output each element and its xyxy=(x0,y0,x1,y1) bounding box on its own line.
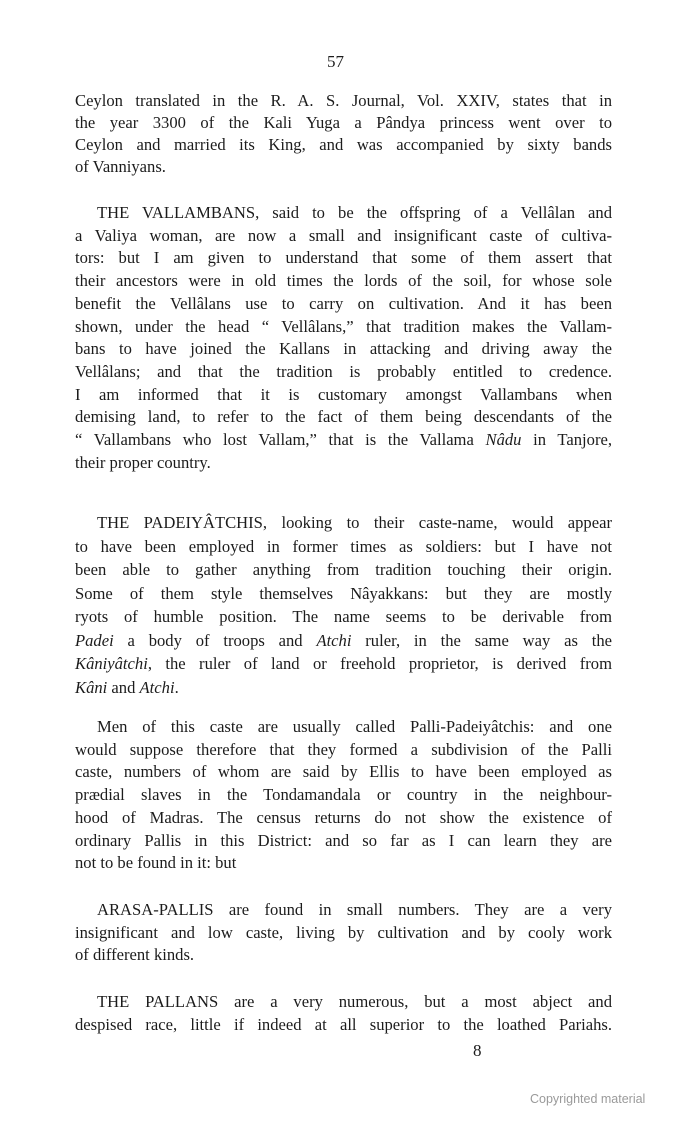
text-line xyxy=(75,1014,612,1036)
text-line xyxy=(75,90,612,112)
text-line xyxy=(75,384,612,406)
text-run: shown, under the head “ Vellâlans,” that tradition makes the Vallam- xyxy=(75,316,612,336)
text-run: , the ruler of land or freehold proprietor, is derived from xyxy=(147,654,612,673)
text-line xyxy=(75,225,612,247)
text-run: ruler, in the same way as the xyxy=(351,630,612,650)
text-run: in Tanjore, xyxy=(521,430,612,449)
italic-term: Kâni xyxy=(75,677,108,697)
text-line xyxy=(75,406,612,428)
italic-term: Nâdu xyxy=(485,430,522,449)
text-run: hood of Madras. The census returns do not show the existence of xyxy=(75,807,612,827)
text-run: bans to have joined the Kallans in attacking and driving away the xyxy=(75,339,612,359)
text-line xyxy=(75,653,612,675)
text-line xyxy=(75,134,612,156)
text-line xyxy=(75,429,612,451)
text-line xyxy=(75,739,612,761)
text-line xyxy=(97,512,612,534)
text-line xyxy=(75,852,612,874)
text-line xyxy=(75,830,612,852)
text-line xyxy=(75,112,612,134)
text-line xyxy=(75,452,612,474)
text-run: Men of this caste are usually called Palli-Padeiyâtchis: and one xyxy=(97,717,612,736)
text-run: . xyxy=(174,677,179,697)
text-run: Ceylon and married its King, and was accompanied by sixty bands xyxy=(75,135,612,154)
text-line xyxy=(75,761,612,783)
text-run: ordinary Pallis in this District: and so far as I can learn they are xyxy=(75,830,612,850)
text-run: caste, numbers of whom are said by Ellis to have been employed as xyxy=(75,762,612,782)
text-run: not to be found in it: but xyxy=(75,853,237,873)
text-run: been able to gather anything from tradition touching their origin. xyxy=(75,560,612,579)
text-run: to have been employed in former times as soldiers: but I have not xyxy=(75,536,612,556)
text-run: their proper country. xyxy=(75,452,211,472)
text-line xyxy=(75,536,612,558)
text-run: benefit the Vellâlans use to carry on cultivation. And it has been xyxy=(75,293,612,313)
text-run: despised race, little if indeed at all superior to the loathed Pariahs. xyxy=(75,1014,612,1034)
text-run: THE VALLAMBANS, said to be the offspring of a Vellâlan and xyxy=(97,203,612,222)
text-line xyxy=(75,630,612,652)
text-run: the year 3300 of the Kali Yuga a Pândya princess went over to xyxy=(75,113,612,132)
text-run: ryots of humble position. The name seems to be derivable from xyxy=(75,607,612,626)
text-line xyxy=(75,293,612,315)
text-run: I am informed that it is customary amongst Vallambans when xyxy=(75,384,612,404)
text-run: ARASA-PALLIS are found in small numbers. They are a very xyxy=(97,900,612,919)
text-line xyxy=(75,316,612,338)
text-line xyxy=(75,677,612,699)
italic-term: Kâniyâtchi xyxy=(75,654,148,673)
text-run: prædial slaves in the Tondamandala or country in the neighbour- xyxy=(75,785,612,805)
text-line xyxy=(75,156,612,178)
signature-mark: 8 xyxy=(473,1041,482,1060)
text-run: “ Vallambans who lost Vallam,” that is the Vallama xyxy=(75,430,486,449)
text-line xyxy=(97,899,612,921)
italic-term: Atchi xyxy=(139,677,175,697)
text-run: of Vanniyans. xyxy=(75,157,166,176)
text-run: a Valiya woman, are now a small and insignificant caste of cultiva- xyxy=(75,225,612,245)
text-run: a body of troops and xyxy=(113,630,317,650)
text-line xyxy=(75,361,612,383)
text-line xyxy=(97,716,612,738)
text-line xyxy=(75,559,612,581)
text-run: Vellâlans; and that the tradition is probably entitled to credence. xyxy=(75,361,612,381)
text-line xyxy=(97,202,612,224)
text-line xyxy=(75,784,612,806)
text-run: THE PADEIYÂTCHIS, looking to their caste-name, would appear xyxy=(97,513,612,532)
text-line xyxy=(97,991,612,1013)
text-run: of different kinds. xyxy=(75,945,195,964)
text-run: insignificant and low caste, living by cultivation and by cooly work xyxy=(75,922,612,942)
text-run: demising land, to refer to the fact of them being descendants of the xyxy=(75,407,612,427)
text-line xyxy=(75,583,612,605)
text-line xyxy=(75,807,612,829)
text-line xyxy=(75,922,612,944)
text-line xyxy=(75,338,612,360)
text-run: would suppose therefore that they formed a subdivision of the Palli xyxy=(75,739,612,759)
italic-term: Padei xyxy=(75,630,114,650)
text-line xyxy=(75,247,612,269)
text-run: THE PALLANS are a very numerous, but a most abject and xyxy=(97,992,612,1011)
italic-term: Atchi xyxy=(316,630,352,650)
text-run: Ceylon translated in the R. A. S. Journal, Vol. XXIV, states that in xyxy=(75,91,612,110)
copyright-watermark: Copyrighted material xyxy=(530,1092,646,1106)
text-run: and xyxy=(107,677,140,697)
text-run: their ancestors were in old times the lords of the soil, for whose sole xyxy=(75,271,612,291)
text-line xyxy=(75,944,612,966)
page-number: 57 xyxy=(327,52,344,71)
text-run: tors: but I am given to understand that some of them assert that xyxy=(75,248,612,268)
text-line xyxy=(75,606,612,628)
text-line xyxy=(75,270,612,292)
text-run: Some of them style themselves Nâyakkans: but they are mostly xyxy=(75,583,612,603)
